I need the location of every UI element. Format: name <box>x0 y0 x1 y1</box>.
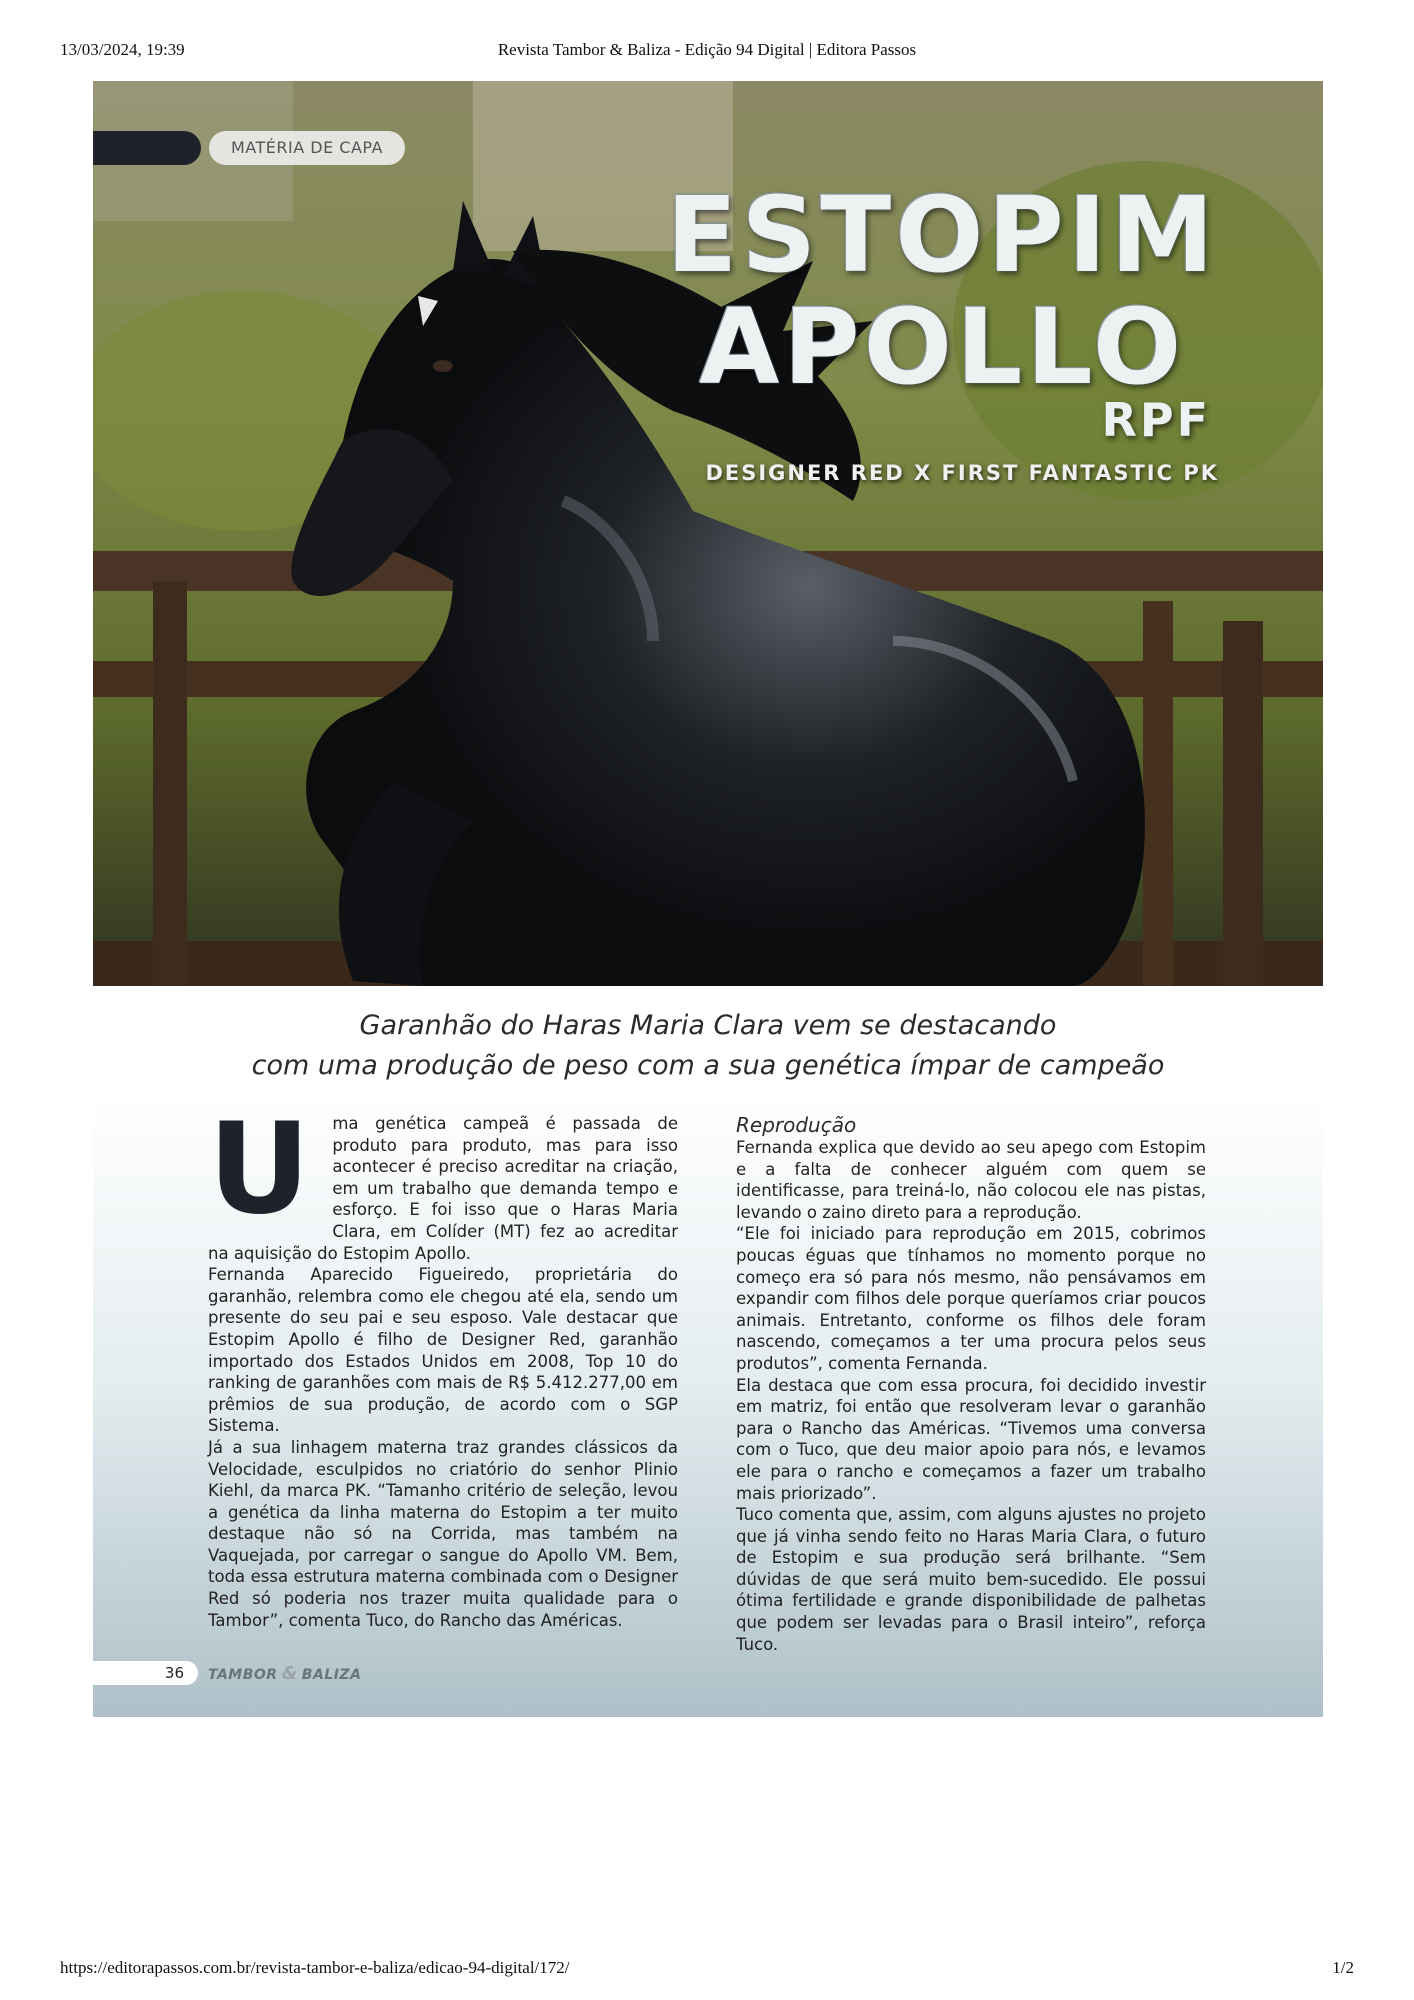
deck-line-1: Garanhão do Haras Maria Clara vem se destacando <box>359 1010 1057 1041</box>
cover-pedigree: DESIGNER RED X FIRST FANTASTIC PK <box>705 461 1219 485</box>
paragraph: Ela destaca que com essa procura, foi decidido investir em matriz, foi então que resolveram levar o garanhão para o Rancho das Américas. “Tivemos uma conversa com o Tuco, que deu maior apoio para nós, e levamos ele para o rancho e começamos a fazer um trabalho mais priorizado”. <box>736 1375 1206 1503</box>
article-column-left <box>208 1095 678 1631</box>
cover-title <box>666 174 1218 408</box>
section-subhead: Reprodução <box>736 1113 857 1137</box>
drop-cap: U <box>208 1095 311 1242</box>
print-url: https://editorapassos.com.br/revista-tambor-e-baliza/edicao-94-digital/172/ <box>60 1958 570 1977</box>
brand-left: TAMBOR <box>208 1667 278 1683</box>
brand-right: BALIZA <box>301 1667 362 1683</box>
section-bar <box>93 131 201 165</box>
cover-photo <box>93 81 1323 986</box>
article-column-right <box>736 1113 1206 1655</box>
deck-line-2: com uma produção de peso com a sua genética ímpar de campeão <box>251 1050 1165 1081</box>
print-page-title: Revista Tambor & Baliza - Edição 94 Digital | Editora Passos <box>497 40 917 59</box>
cover-title-line1: ESTOPIM <box>666 174 1218 296</box>
paragraph: Já a sua linhagem materna traz grandes clássicos da Velocidade, esculpidos no criatório do senhor Plinio Kiehl, da marca PK. “Tamanho critério de seleção, levou a genética da linha materna do Estopim a ter muito destaque não só na Corrida, mas também na Vaquejada, por carregar o sangue do Apollo VM. Bem, toda essa estrutura materna combinada com o Designer Red só poderia nos trazer muita qualidade para o Tambor”, comenta Tuco, do Rancho das Américas. <box>208 1437 678 1630</box>
article-deck <box>93 1006 1323 1086</box>
magazine-brand <box>208 1663 361 1684</box>
print-datetime: 13/03/2024, 19:39 <box>60 40 185 59</box>
brand-amp: & <box>281 1663 298 1684</box>
cover-title-suffix: RPF <box>1101 393 1211 447</box>
paragraph: Fernanda Aparecido Figueiredo, proprietária do garanhão, relembra como ele chegou até ela, sendo um presente do seu pai e seu esposo. Vale destacar que Estopim Apollo é filho de Designer Red, garanhão importado dos Estados Unidos em 2008, Top 10 do ranking de garanhões com mais de R$ 5.412.277,00 em prêmios de sua produção, de acordo com o SGP Sistema. <box>208 1265 678 1436</box>
cover-title-line2: APOLLO <box>698 286 1186 408</box>
section-label: MATÉRIA DE CAPA <box>209 131 405 165</box>
print-page-count: 1/2 <box>1332 1958 1354 1977</box>
paragraph: “Ele foi iniciado para reprodução em 2015, cobrimos poucas éguas que tínhamos no momento porque no começo era só para nós mesmo, não pensávamos em expandir com filhos dele porque queríamos criar poucos animais. Entretanto, conforme os filhos dele foram nascendo, começamos a ter uma procura pelos seus produtos”, comenta Fernanda. <box>736 1224 1206 1373</box>
magazine-page-number: 36 <box>93 1661 198 1685</box>
paragraph: ma genética campeã é passada de produto para produto, mas para isso acontecer é preciso acreditar na criação, em um trabalho que demanda tempo e esforço. E foi isso que o Haras Maria Clara, em Colíder (MT) fez ao acreditar na aquisição do Estopim Apollo. <box>208 1114 678 1263</box>
paragraph: Fernanda explica que devido ao seu apego com Estopim e a falta de conhecer alguém com quem se identificasse, para treiná-lo, não colocou ele nas pistas, levando o zaino direto para a reprodução. <box>736 1138 1206 1222</box>
magazine-page <box>93 81 1323 1717</box>
paragraph: Tuco comenta que, assim, com alguns ajustes no projeto que já vinha sendo feito no Haras Maria Clara, o futuro de Estopim e sua produção será brilhante. “Sem dúvidas de que será muito bem-sucedido. Ele possui ótima fertilidade e grande disponibilidade de palhetas que podem ser levadas para o Brasil inteiro”, reforça Tuco. <box>736 1505 1206 1654</box>
